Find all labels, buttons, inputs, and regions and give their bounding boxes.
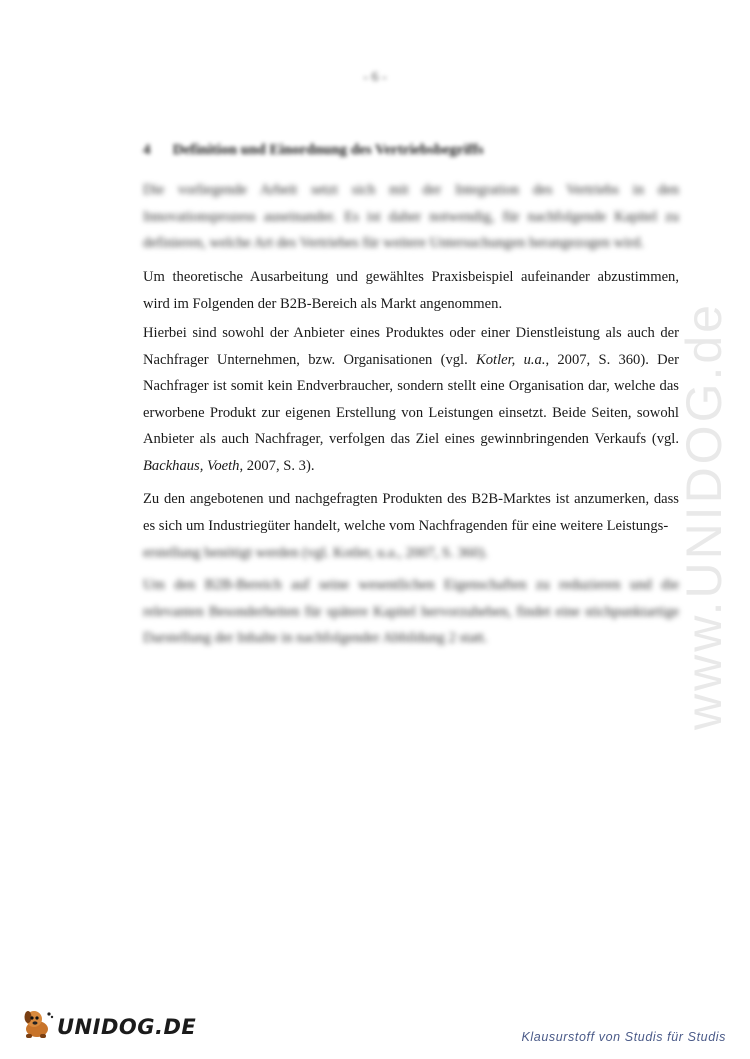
dog-mascot-icon [20,1008,54,1045]
paragraph-4: Um den B2B-Bereich auf seine wesentlichen Eigenschaften zu reduzieren und die relevanten Besonderheiten für spätere Kapitel hervorzuheben, findet eine stichpunktartige Darstellung der Inhalte in nachfolgender Abbildung 2 statt. [143,577,679,646]
paragraph-3-blurred-line: erstellung benötigt werden (vgl. Kotler, u.a., 2007, S. 360). [143,545,488,561]
paragraph-1: Um theoretische Ausarbeitung und gewähltes Praxisbeispiel aufeinander abzustimmen, wird im Folgenden der B2B-Bereich als Markt angenommen. [143,269,679,312]
citation-kotler: Kotler, u.a. [476,351,546,368]
paragraph-2 [143,320,679,479]
paragraph-2-text-b: , 2007, S. 360). Der Nachfrager ist somit kein Endverbraucher, sondern stellt eine Organisation dar, welche das erworbene Produkt zur eigenen Erstellung von Leistungen einsetzt. Beide Seiten, sowohl Anbieter als auch Nachfrager, verfolgen das Ziel eines gewinnbringenden Verkaufs (vgl. [143,351,679,447]
section-heading [143,142,683,159]
page-number: - 6 - [363,70,387,85]
heading-number: 4 [143,142,151,158]
watermark: www.UNIDOG.de [676,302,732,730]
citation-backhaus: Backhaus, Voeth [143,457,240,474]
unidog-logo[interactable] [20,1008,196,1045]
intro-paragraph: Die vorliegende Arbeit setzt sich mit der Integration des Vertriebs in den Innovationsprozess auseinander. Es ist daher notwendig, für nachfolgende Kapitel zu definieren, welche Art des Vertriebes für weitere Untersuchungen herangezogen wird. [143,182,679,251]
paragraph-2-text-a: Hierbei sind sowohl der Anbieter eines Produktes oder einer Dienstleistung als auch der Nachfrager Unternehmen, bzw. Organisationen (vgl. [143,325,679,368]
paragraph-3: Zu den angebotenen und nachgefragten Produkten des B2B-Marktes ist anzumerken, dass es sich um Industriegüter handelt, welche vom Nachfragenden für eine weitere Leistungs- [143,491,679,534]
logo-text: UNIDOG.DE [57,1014,197,1039]
heading-title: Definition und Einordnung des Vertriebsbegriffs [172,142,484,158]
paragraph-2-text-c: , 2007, S. 3). [239,457,315,474]
footer-slogan: Klausurstoff von Studis für Studis [521,1030,726,1044]
